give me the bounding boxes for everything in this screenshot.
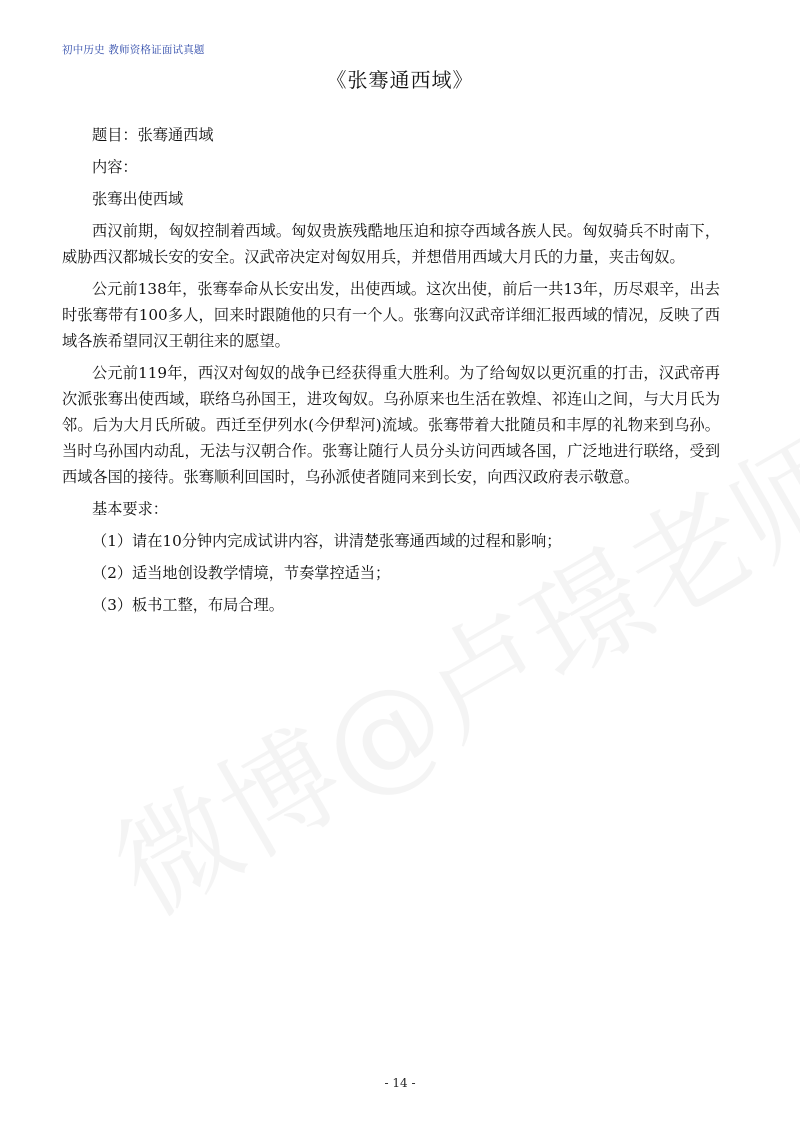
page-title: 《张骞通西域》 (326, 68, 474, 92)
header-note: 初中历史 教师资格证面试真题 (62, 44, 205, 56)
requirement-item-3: （3）板书工整，布局合理。 (92, 596, 284, 614)
requirements-label: 基本要求： (92, 500, 168, 518)
topic-line: 题目：张骞通西域 (92, 126, 214, 144)
body-paragraph-3: 公元前119年，西汉对匈奴的战争已经获得重大胜利。为了给匈奴以更沉重的打击，汉武帝再次派张骞出使西域，联络乌孙国王，进攻匈奴。乌孙原来也生活在敦煌、祁连山之间，与大月氏为邻。后为大月氏所破。西迁至伊列水(今伊犁河)流域。张骞带着大批随员和丰厚的礼物来到乌孙。当时乌孙国内动乱，无法与汉朝合作。张骞让随行人员分头访问西域各国，广泛地进行联络，受到西域各国的接待。张骞顺利回国时，乌孙派使者随同来到长安，向西汉政府表示敬意。 (62, 364, 720, 486)
section-heading: 张骞出使西域 (92, 190, 184, 208)
requirement-item-2: （2）适当地创设教学情境，节奏掌控适当； (92, 564, 391, 582)
document-body (62, 122, 720, 624)
content-label: 内容： (92, 158, 138, 176)
body-paragraph-2: 公元前138年，张骞奉命从长安出发，出使西域。这次出使，前后一共13年，历尽艰辛，出去时张骞带有100多人，回来时跟随他的只有一个人。张骞向汉武帝详细汇报西域的情况，反映了西域各族希望同汉王朝往来的愿望。 (62, 280, 720, 350)
body-paragraph-1: 西汉前期，匈奴控制着西域。匈奴贵族残酷地压迫和掠夺西域各族人民。匈奴骑兵不时南下，威胁西汉都城长安的安全。汉武帝决定对匈奴用兵，并想借用西域大月氏的力量，夹击匈奴。 (62, 222, 720, 266)
page-number: - 14 - (384, 1076, 416, 1090)
requirement-item-1: （1）请在10分钟内完成试讲内容，讲清楚张骞通西域的过程和影响； (92, 532, 562, 550)
